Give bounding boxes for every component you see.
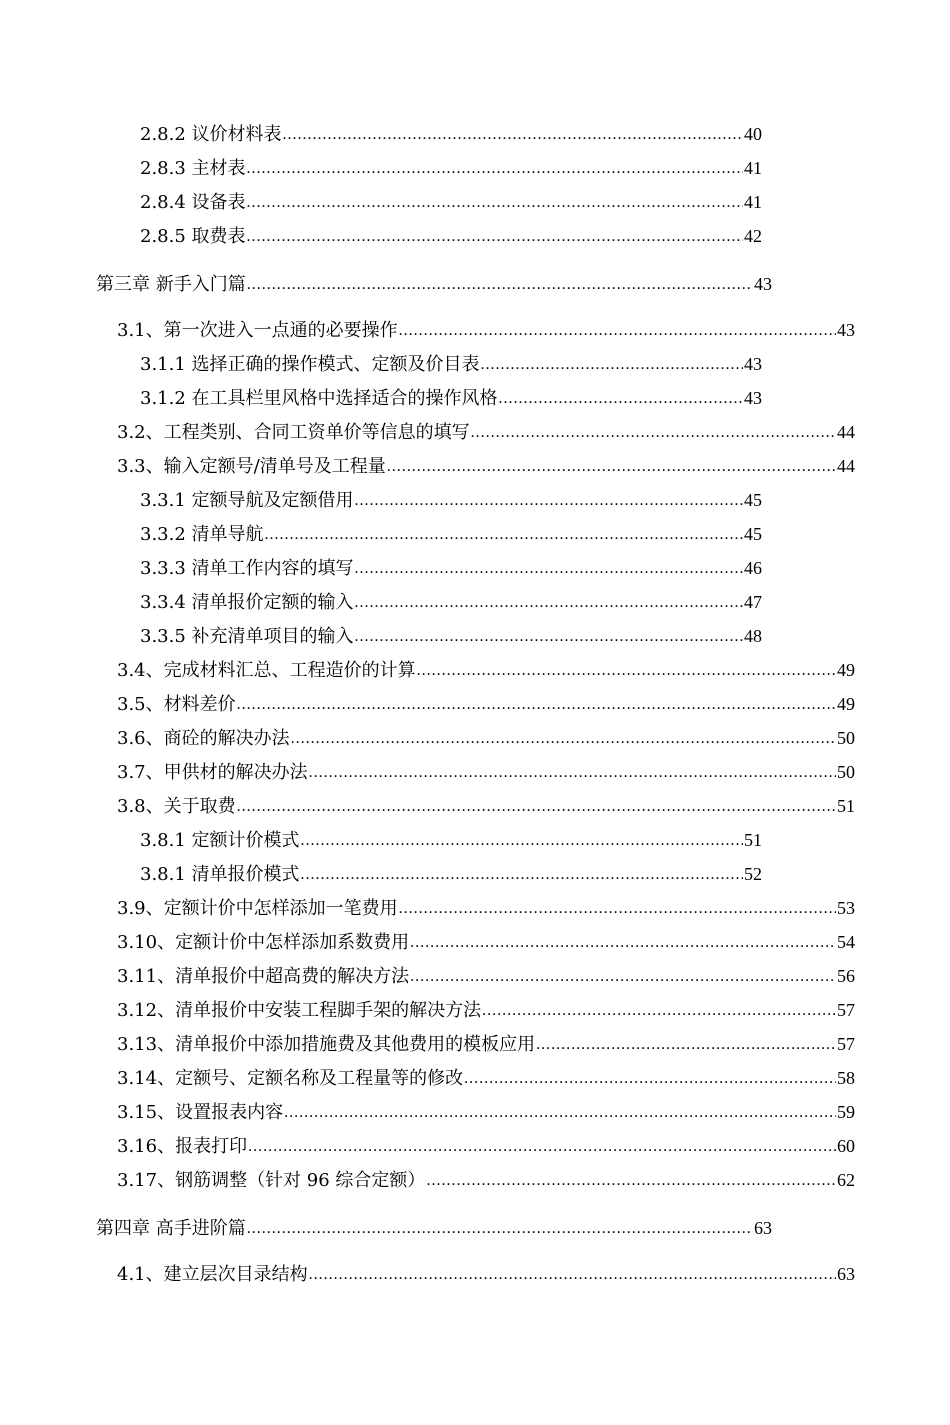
toc-entry-title: 3.14、定额号、定额名称及工程量等的修改 [117, 1068, 464, 1089]
toc-entry-title: 3.10、定额计价中怎样添加系数费用 [117, 932, 410, 953]
toc-leader-dots [387, 454, 836, 480]
toc-entry-title: 3.3、输入定额号/清单号及工程量 [117, 456, 386, 477]
toc-entry-page: 57 [837, 1034, 855, 1054]
toc-entry-title: 3.2、工程类别、合同工资单价等信息的填写 [117, 422, 470, 443]
toc-entry-title: 3.7、甲供材的解决办法 [117, 762, 308, 783]
toc-entry [117, 1167, 855, 1193]
toc-leader-dots [355, 590, 743, 616]
toc-leader-dots [248, 1134, 836, 1160]
toc-entry-title: 3.3.2 清单导航 [140, 524, 264, 545]
toc-entry [117, 1031, 855, 1057]
toc-entry [117, 1065, 855, 1091]
toc-entry-page: 42 [744, 226, 762, 246]
toc-entry-title: 3.16、报表打印 [117, 1136, 248, 1157]
toc-entry [140, 155, 762, 181]
toc-leader-dots [309, 760, 836, 786]
toc-entry-page: 63 [837, 1264, 855, 1284]
toc-entry-page: 58 [837, 1068, 855, 1088]
toc-chapter-entry [96, 271, 772, 297]
toc-entry-title: 3.17、钢筋调整（针对 96 综合定额） [117, 1170, 426, 1191]
toc-entry-page: 62 [837, 1170, 855, 1190]
toc-entry-page: 59 [837, 1102, 855, 1122]
toc-entry-title: 3.12、清单报价中安装工程脚手架的解决方法 [117, 1000, 482, 1021]
toc-entry-page: 49 [837, 660, 855, 680]
toc-entry [140, 223, 762, 249]
toc-entry [140, 827, 762, 853]
toc-entry-title: 3.3.4 清单报价定额的输入 [140, 592, 354, 613]
toc-entry-title: 3.1.1 选择正确的操作模式、定额及价目表 [140, 354, 480, 375]
toc-entry-title: 3.1、第一次进入一点通的必要操作 [117, 320, 398, 341]
toc-entry-page: 45 [744, 490, 762, 510]
toc-entry-title: 3.11、清单报价中超高费的解决方法 [117, 966, 410, 987]
toc-entry-page: 60 [837, 1136, 855, 1156]
toc-entry [117, 1261, 855, 1287]
toc-leader-dots [247, 156, 743, 182]
toc-entry-page: 41 [744, 158, 762, 178]
toc-entry [117, 1099, 855, 1125]
toc-leader-dots [265, 522, 743, 548]
toc-entry-page: 48 [744, 626, 762, 646]
toc-entry-page: 49 [837, 694, 855, 714]
toc-entry [117, 963, 855, 989]
toc-leader-dots [499, 386, 743, 412]
toc-entry-title: 3.9、定额计价中怎样添加一笔费用 [117, 898, 398, 919]
toc-leader-dots [410, 930, 836, 956]
toc-entry-title: 3.4、完成材料汇总、工程造价的计算 [117, 660, 416, 681]
toc-leader-dots [301, 828, 743, 854]
toc-entry-page: 50 [837, 762, 855, 782]
toc-leader-dots [309, 1262, 836, 1288]
toc-chapter-entry [96, 1215, 772, 1241]
toc-entry-page: 56 [837, 966, 855, 986]
toc-entry-page: 54 [837, 932, 855, 952]
toc-entry-page: 44 [837, 422, 855, 442]
toc-entry [140, 189, 762, 215]
toc-leader-dots [355, 488, 743, 514]
toc-leader-dots [284, 1100, 836, 1126]
toc-entry-page: 50 [837, 728, 855, 748]
toc-leader-dots [426, 1168, 836, 1194]
toc-leader-dots [399, 896, 836, 922]
toc-entry [117, 725, 855, 751]
toc-entry-title: 3.3.3 清单工作内容的填写 [140, 558, 354, 579]
toc-entry-page: 44 [837, 456, 855, 476]
toc-leader-dots [355, 556, 743, 582]
toc-chapter-title: 第四章 高手进阶篇 [96, 1218, 246, 1239]
toc-leader-dots [410, 964, 836, 990]
toc-entry-page: 53 [837, 898, 855, 918]
toc-entry [140, 589, 762, 615]
toc-entry-page: 57 [837, 1000, 855, 1020]
toc-entry [140, 623, 762, 649]
toc-leader-dots [471, 420, 836, 446]
toc-entry [140, 487, 762, 513]
toc-leader-dots [355, 624, 743, 650]
toc-leader-dots [536, 1032, 836, 1058]
toc-entry [140, 555, 762, 581]
toc-entry-title: 3.13、清单报价中添加措施费及其他费用的模板应用 [117, 1034, 536, 1055]
toc-entry-page: 47 [744, 592, 762, 612]
toc-entry [117, 997, 855, 1023]
toc-entry [117, 419, 855, 445]
toc-entry-page: 51 [744, 830, 762, 850]
toc-entry [117, 759, 855, 785]
toc-leader-dots [482, 998, 836, 1024]
toc-entry-page: 63 [754, 1218, 772, 1238]
toc-chapter-title: 第三章 新手入门篇 [96, 274, 246, 295]
toc-leader-dots [237, 794, 836, 820]
toc-entry-title: 3.1.2 在工具栏里风格中选择适合的操作风格 [140, 388, 498, 409]
toc-entry-title: 3.8、关于取费 [117, 796, 236, 817]
toc-leader-dots [237, 692, 836, 718]
toc-entry [140, 385, 762, 411]
toc-entry [117, 793, 855, 819]
toc-entry [140, 121, 762, 147]
toc-entry-page: 45 [744, 524, 762, 544]
toc-leader-dots [247, 272, 753, 298]
toc-leader-dots [399, 318, 836, 344]
toc-leader-dots [464, 1066, 836, 1092]
toc-entry-title: 2.8.2 议价材料表 [140, 124, 282, 145]
toc-leader-dots [291, 726, 836, 752]
toc-entry-page: 43 [744, 388, 762, 408]
toc-entry [117, 929, 855, 955]
toc-entry-title: 3.5、材料差价 [117, 694, 236, 715]
toc-entry [140, 521, 762, 547]
toc-leader-dots [247, 190, 743, 216]
toc-entry [117, 1133, 855, 1159]
toc-leader-dots [283, 122, 743, 148]
toc-entry-title: 3.3.1 定额导航及定额借用 [140, 490, 354, 511]
toc-entry [117, 691, 855, 717]
toc-entry-page: 43 [744, 354, 762, 374]
toc-entry-title: 2.8.3 主材表 [140, 158, 246, 179]
toc-entry [117, 895, 855, 921]
toc-leader-dots [301, 862, 743, 888]
toc-entry-title: 3.3.5 补充清单项目的输入 [140, 626, 354, 647]
toc-entry [117, 453, 855, 479]
toc-leader-dots [481, 352, 743, 378]
toc-entry [117, 657, 855, 683]
toc-entry-page: 52 [744, 864, 762, 884]
toc-entry-title: 3.15、设置报表内容 [117, 1102, 284, 1123]
toc-entry [117, 317, 855, 343]
toc-entry [140, 861, 762, 887]
toc-entry [140, 351, 762, 377]
toc-entry-page: 43 [837, 320, 855, 340]
toc-entry-title: 2.8.5 取费表 [140, 226, 246, 247]
toc-entry-title: 4.1、建立层次目录结构 [117, 1264, 308, 1285]
toc-entry-page: 41 [744, 192, 762, 212]
toc-entry-title: 2.8.4 设备表 [140, 192, 246, 213]
toc-entry-page: 40 [744, 124, 762, 144]
toc-leader-dots [247, 224, 743, 250]
toc-entry-title: 3.6、商砼的解决办法 [117, 728, 290, 749]
toc-entry-page: 43 [754, 274, 772, 294]
toc-leader-dots [247, 1216, 753, 1242]
toc-leader-dots [417, 658, 836, 684]
toc-entry-page: 51 [837, 796, 855, 816]
toc-entry-page: 46 [744, 558, 762, 578]
toc-entry-title: 3.8.1 清单报价模式 [140, 864, 300, 885]
toc-entry-title: 3.8.1 定额计价模式 [140, 830, 300, 851]
